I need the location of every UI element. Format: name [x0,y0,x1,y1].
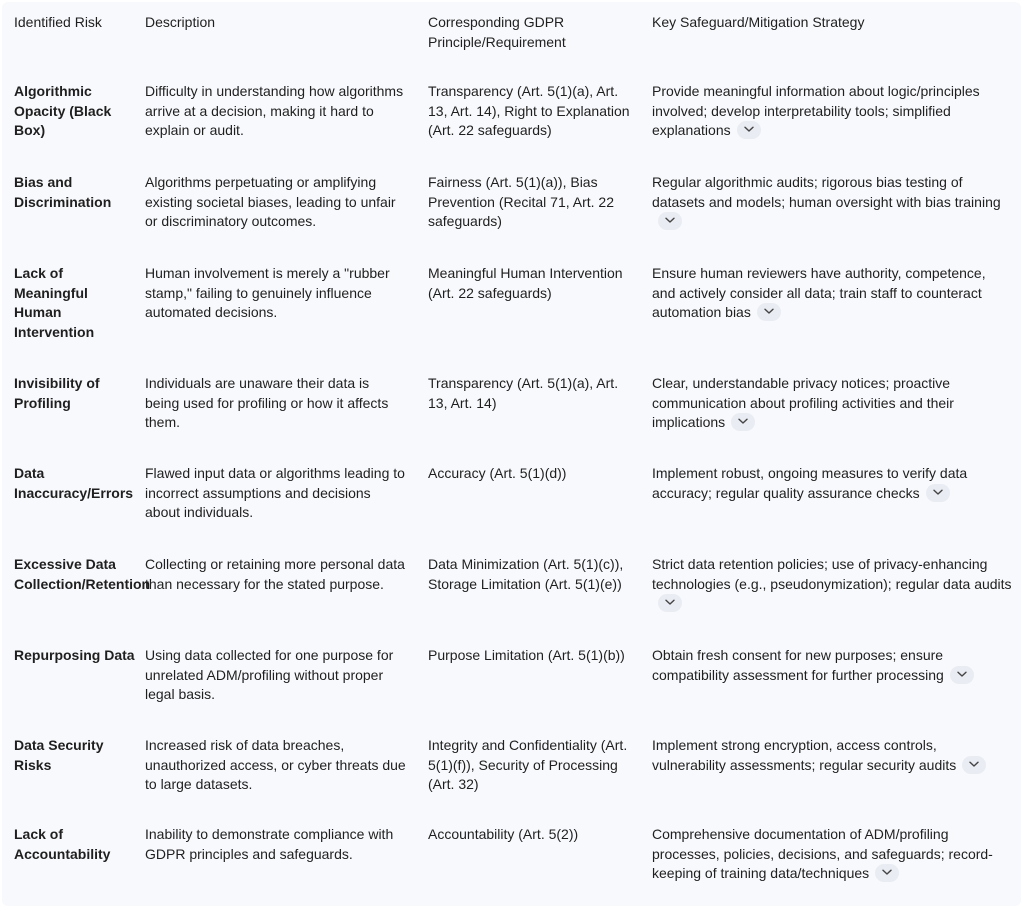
risk-cell [14,646,136,666]
chevron-down-icon[interactable] [962,756,986,774]
description-cell [145,264,407,323]
safeguard-cell-text: Implement robust, ongoing measures to verify data accuracy; regular quality assurance checks [652,465,968,501]
description-cell-text: Human involvement is merely a "rubber stamp," failing to genuinely influence automated decisions. [145,265,390,321]
chevron-down-icon[interactable] [737,121,761,139]
risk-cell [14,374,136,413]
principle-cell [428,555,638,594]
safeguard-cell [652,82,1012,141]
risk-cell [14,264,136,342]
description-cell-text: Increased risk of data breaches, unauthorized access, or cyber threats due to large datasets. [145,737,406,793]
risk-cell-text: Excessive Data Collection/Retention [14,556,151,592]
principle-cell [428,825,638,845]
description-cell [145,173,407,232]
risk-cell [14,464,136,503]
principle-cell [428,173,638,232]
risk-table [2,2,1021,906]
risk-cell-text: Invisibility of Profiling [14,375,100,411]
principle-cell-text: Transparency (Art. 5(1)(a), Art. 13, Art. 14), Right to Explanation (Art. 22 safeguards) [428,83,630,139]
risk-cell-text: Data Security Risks [14,737,104,773]
description-cell-text: Algorithms perpetuating or amplifying existing societal biases, leading to unfair or discriminatory outcomes. [145,174,396,230]
description-cell-text: Using data collected for one purpose for unrelated ADM/profiling without proper legal basis. [145,647,394,703]
principle-cell-text: Purpose Limitation (Art. 5(1)(b)) [428,647,625,663]
description-cell-text: Difficulty in understanding how algorithms arrive at a decision, making it hard to explain or audit. [145,83,404,139]
safeguard-cell [652,173,1012,232]
chevron-down-icon[interactable] [875,864,899,882]
risk-cell [14,555,151,594]
description-cell [145,82,407,141]
safeguard-cell-text: Ensure human reviewers have authority, competence, and actively consider all data; train staff to counteract automation bias [652,265,986,321]
safeguard-cell-text: Strict data retention policies; use of privacy-enhancing technologies (e.g., pseudonymization); regular data audits [652,556,1012,592]
principle-cell-text: Integrity and Confidentiality (Art. 5(1)(f)), Security of Processing (Art. 32) [428,737,628,793]
chevron-down-icon[interactable] [731,413,755,431]
header-description: Description [145,14,216,30]
safeguard-cell-text: Comprehensive documentation of ADM/profiling processes, policies, decisions, and safeguards; record-keeping of training data/techniques [652,826,993,882]
description-cell [145,646,407,705]
chevron-down-icon[interactable] [658,212,682,230]
risk-cell [14,736,136,775]
risk-cell [14,173,136,212]
principle-cell-text: Accountability (Art. 5(2)) [428,826,579,842]
description-cell-text: Inability to demonstrate compliance with GDPR principles and safeguards. [145,826,394,862]
principle-cell [428,464,638,484]
principle-cell [428,374,638,413]
description-cell [145,464,407,523]
safeguard-cell-text: Obtain fresh consent for new purposes; ensure compatibility assessment for further processing [652,647,944,683]
risk-cell [14,825,136,864]
risk-cell-text: Algorithmic Opacity (Black Box) [14,83,112,139]
principle-cell-text: Data Minimization (Art. 5(1)(c)), Storage Limitation (Art. 5(1)(e)) [428,556,624,592]
safeguard-cell [652,374,1012,433]
risk-cell-text: Repurposing Data [14,647,135,663]
chevron-down-icon[interactable] [950,666,974,684]
principle-cell-text: Meaningful Human Intervention (Art. 22 safeguards) [428,265,623,301]
risk-cell-text: Lack of Accountability [14,826,111,862]
table-header [2,10,1021,70]
description-cell-text: Individuals are unaware their data is being used for profiling or how it affects them. [145,375,389,431]
safeguard-cell [652,646,1012,685]
description-cell-text: Flawed input data or algorithms leading to incorrect assumptions and decisions about individuals. [145,465,405,521]
safeguard-cell [652,555,1012,614]
risk-cell-text: Lack of Meaningful Human Intervention [14,265,95,340]
chevron-down-icon[interactable] [926,484,950,502]
risk-cell-text: Data Inaccuracy/Errors [14,465,134,501]
chevron-down-icon[interactable] [757,303,781,321]
safeguard-cell [652,264,1012,323]
principle-cell [428,736,638,795]
safeguard-cell [652,825,1012,884]
safeguard-cell-text: Provide meaningful information about logic/principles involved; develop interpretability tools; simplified explanations [652,83,980,139]
header-identified-risk: Identified Risk [14,14,102,30]
safeguard-cell-text: Clear, understandable privacy notices; proactive communication about profiling activities and their implications [652,375,954,431]
safeguard-cell [652,736,1012,775]
safeguard-cell-text: Implement strong encryption, access controls, vulnerability assessments; regular security audits [652,737,957,773]
safeguard-cell-text: Regular algorithmic audits; rigorous bias testing of datasets and models; human oversight with bias training [652,174,1001,210]
principle-cell-text: Accuracy (Art. 5(1)(d)) [428,465,567,481]
risk-cell [14,82,136,141]
description-cell [145,374,407,433]
safeguard-cell [652,464,1012,503]
description-cell [145,555,407,594]
description-cell [145,736,407,795]
description-cell [145,825,407,864]
principle-cell [428,264,638,303]
description-cell-text: Collecting or retaining more personal data than necessary for the stated purpose. [145,556,405,592]
principle-cell-text: Fairness (Art. 5(1)(a)), Bias Prevention (Recital 71, Art. 22 safeguards) [428,174,614,230]
header-safeguard: Key Safeguard/Mitigation Strategy [652,14,865,30]
chevron-down-icon[interactable] [658,594,682,612]
principle-cell [428,646,638,666]
risk-cell-text: Bias and Discrimination [14,174,112,210]
principle-cell [428,82,638,141]
principle-cell-text: Transparency (Art. 5(1)(a), Art. 13, Art. 14) [428,375,619,411]
header-gdpr-principle: Corresponding GDPR Principle/Requirement [428,14,566,50]
